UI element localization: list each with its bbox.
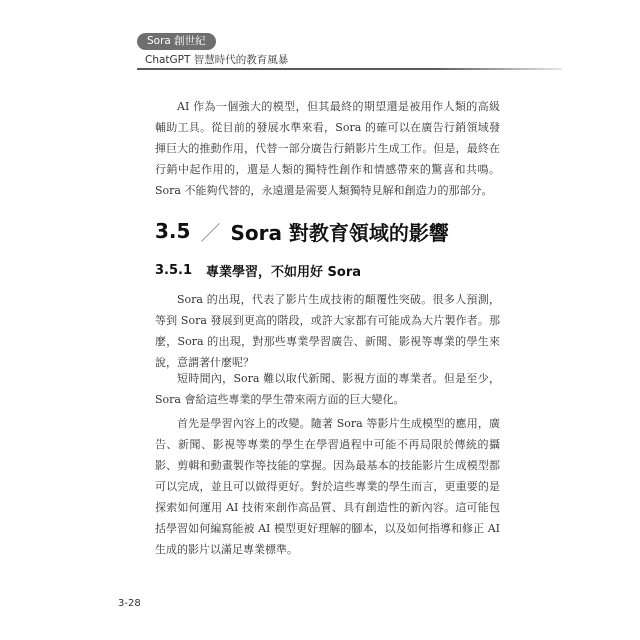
body-paragraph-3: 首先是學習內容上的改變。隨著 Sora 等影片生成模型的應用，廣告、新聞、影視等專業的學生在學習過程中可能不再局限於傳統的攝影、剪輯和動畫製作等技能的掌握。因為最基本的技能影片生成模型都可以完成，並且可以做得更好。對於這些專業的學生而言，更重要的是探索如何運用 AI 技術來創作高品質、具有創造性的新內容。這可能包括學習如何編寫能被 AI 模型更好理解的腳本，以及如何指導和修正 AI 生成的影片以滿足專業標準。: [155, 417, 500, 556]
book-subtitle: ChatGPT 智慧時代的教育風暴: [145, 54, 289, 66]
subsection-title: 專業學習，不如用好 Sora: [206, 264, 362, 280]
header-divider: [137, 68, 562, 70]
section-heading: [155, 214, 449, 248]
subsection-number: 3.5.1: [155, 262, 193, 278]
chapter-badge: Sora 創世紀: [137, 33, 216, 50]
page-number: 3-28: [118, 598, 141, 609]
body-paragraph-2: 短時間內，Sora 難以取代新聞、影視方面的專業者。但是至少，Sora 會給這些專業的學生帶來兩方面的巨大變化。: [155, 372, 500, 406]
section-number: 3.5: [155, 219, 191, 243]
subsection-heading: [155, 259, 361, 281]
section-separator: ／: [200, 220, 221, 245]
body-paragraph-1: Sora 的出現，代表了影片生成技術的顛覆性突破。很多人預測，等到 Sora 發展到更高的階段，或許大家都有可能成為大片製作者。那麼，Sora 的出現，對那些專業學習廣告、新聞、影視等專業的學生來說，意謂著什麼呢？: [155, 293, 500, 369]
section-title: Sora 對教育領域的影響: [230, 220, 449, 245]
intro-paragraph: AI 作為一個強大的模型，但其最終的期望還是被用作人類的高級輔助工具。從目前的發展水準來看，Sora 的確可以在廣告行銷領域發揮巨大的推動作用，代替一部分廣告行銷影片生成工作。但是，最終在行銷中起作用的，還是人類的獨特性創作和情感帶來的驚喜和共鳴。Sora 不能夠代替的，永遠還是需要人類獨特見解和創造力的那部分。: [155, 100, 500, 197]
